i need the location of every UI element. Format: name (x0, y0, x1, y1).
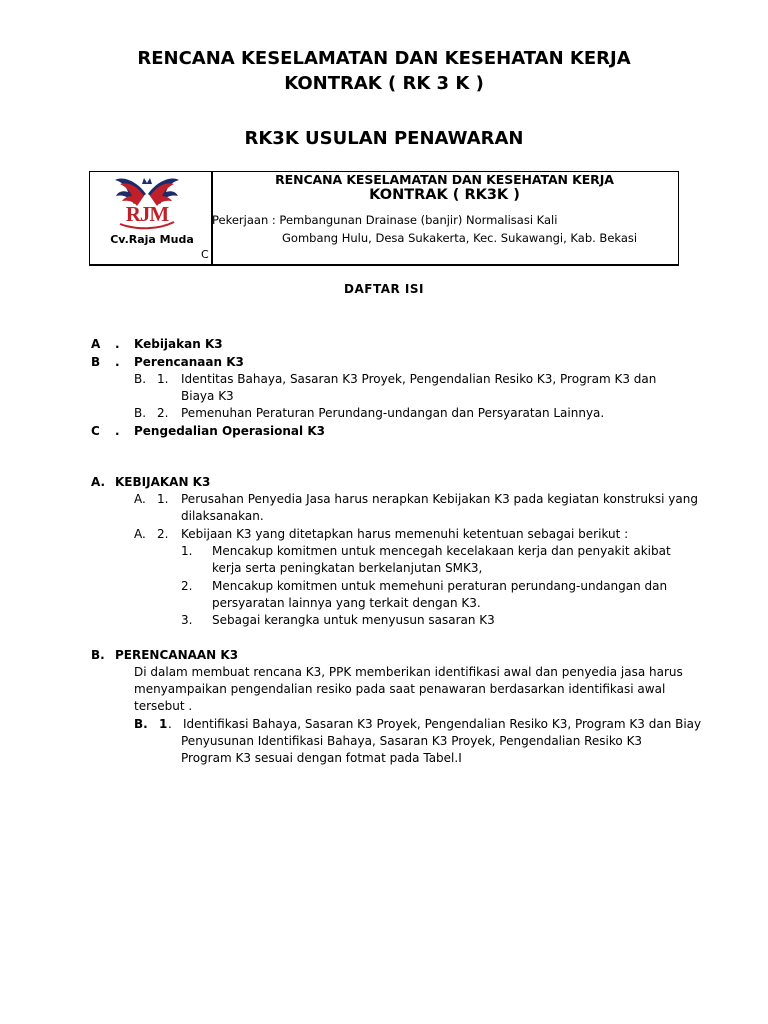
box-heading-line-2: KONTRAK ( RK3K ) (369, 187, 520, 203)
section-a-sub3-number: 3. (181, 613, 193, 627)
box-heading-line-1: RENCANA KESELAMATAN DAN KESEHATAN KERJA (275, 172, 614, 187)
section-b-item1-line-3: Program K3 sesuai dengan fotmat pada Tabel.I (181, 751, 462, 765)
toc-a-label: Kebijakan K3 (134, 337, 223, 351)
section-b-paragraph-line-3: tersebut . (134, 699, 193, 713)
section-a-heading: KEBIJAKAN K3 (115, 475, 211, 489)
section-b-paragraph-line-1: Di dalam membuat rencana K3, PPK memberikan identifikasi awal dan penyedia jasa harus (134, 665, 683, 679)
section-b-paragraph-line-2: menyampaikan pengendalian resiko pada saat penawaran berdasarkan identifikasi awal (134, 682, 666, 696)
toc-b-letter: B (91, 355, 101, 369)
toc-b1-line-1: Identitas Bahaya, Sasaran K3 Proyek, Pengendalian Resiko K3, Program K3 dan (181, 372, 657, 386)
toc-b-dot: . (115, 355, 120, 369)
section-a-sub2-line-2: persyaratan lainnya yang terkait dengan K3. (212, 596, 481, 610)
toc-b2-number: 2. (157, 406, 169, 420)
toc-b-label: Perencanaan K3 (134, 355, 244, 369)
section-a-item1-prefix: A. (134, 492, 146, 506)
stray-character: C (201, 248, 209, 261)
toc-b1-prefix: B. (134, 372, 147, 386)
section-b-item1-line-2: Penyusunan Identifikasi Bahaya, Sasaran K3 Proyek, Pengendalian Resiko K3 (181, 734, 643, 748)
section-a-sub3-line-1: Sebagai kerangka untuk menyusun sasaran K3 (212, 613, 495, 627)
toc-c-label: Pengedalian Operasional K3 (134, 424, 325, 438)
section-b-heading: PERENCANAAN K3 (115, 648, 239, 662)
toc-c-letter: C (91, 424, 100, 438)
document-subtitle: RK3K USULAN PENAWARAN (244, 128, 524, 149)
section-a-sub1-line-1: Mencakup komitmen untuk mencegah kecelakaan kerja dan penyakit akibat (212, 544, 671, 558)
section-b-letter: B. (91, 648, 105, 662)
toc-b2-line-1: Pemenuhan Peraturan Perundang-undangan dan Persyaratan Lainnya. (181, 406, 605, 420)
section-a-sub2-line-1: Mencakup komitmen untuk memehuni peraturan perundang-undangan dan (212, 579, 668, 593)
company-name: Cv.Raja Muda (110, 233, 194, 246)
logo-text: RJM (125, 202, 169, 226)
project-line-1: Pekerjaan : Pembangunan Drainase (banjir) Normalisasi Kali (212, 213, 558, 227)
company-logo (112, 174, 182, 232)
section-a-sub2-number: 2. (181, 579, 193, 593)
section-a-item1-number: 1. (157, 492, 169, 506)
section-b-item1-dot: . (168, 717, 172, 731)
section-a-letter: A. (91, 475, 106, 489)
toc-c-dot: . (115, 424, 120, 438)
section-a-item1-line-2: dilaksanakan. (181, 509, 264, 523)
toc-title: DAFTAR ISI (344, 282, 424, 296)
section-a-sub1-number: 1. (181, 544, 193, 558)
toc-a-dot: . (115, 337, 120, 351)
document-title (0, 46, 768, 96)
title-line-1: RENCANA KESELAMATAN DAN KESEHATAN KERJA (137, 48, 631, 69)
toc-a-letter: A (91, 337, 101, 351)
section-b-item1-number: 1 (159, 717, 168, 731)
toc-b2-prefix: B. (134, 406, 147, 420)
title-line-2: KONTRAK ( RK 3 K ) (284, 73, 484, 94)
project-line-2: Gombang Hulu, Desa Sukakerta, Kec. Sukawangi, Kab. Bekasi (282, 231, 638, 245)
toc-b1-line-2: Biaya K3 (181, 389, 234, 403)
section-a-item2-number: 2. (157, 527, 169, 541)
section-a-sub1-line-2: kerja serta peningkatan berkelanjutan SMK3, (212, 561, 483, 575)
section-a-item1-line-1: Perusahan Penyedia Jasa harus nerapkan Kebijakan K3 pada kegiatan konstruksi yang (181, 492, 698, 506)
section-a-item2-line-1: Kebijaan K3 yang ditetapkan harus memenuhi ketentuan sebagai berikut : (181, 527, 629, 541)
toc-b1-number: 1. (157, 372, 169, 386)
section-b-item1-prefix: B. (134, 717, 148, 731)
section-b-item1-line-1: Identifikasi Bahaya, Sasaran K3 Proyek, Pengendalian Resiko K3, Program K3 dan Biay (183, 717, 702, 731)
section-a-item2-prefix: A. (134, 527, 146, 541)
